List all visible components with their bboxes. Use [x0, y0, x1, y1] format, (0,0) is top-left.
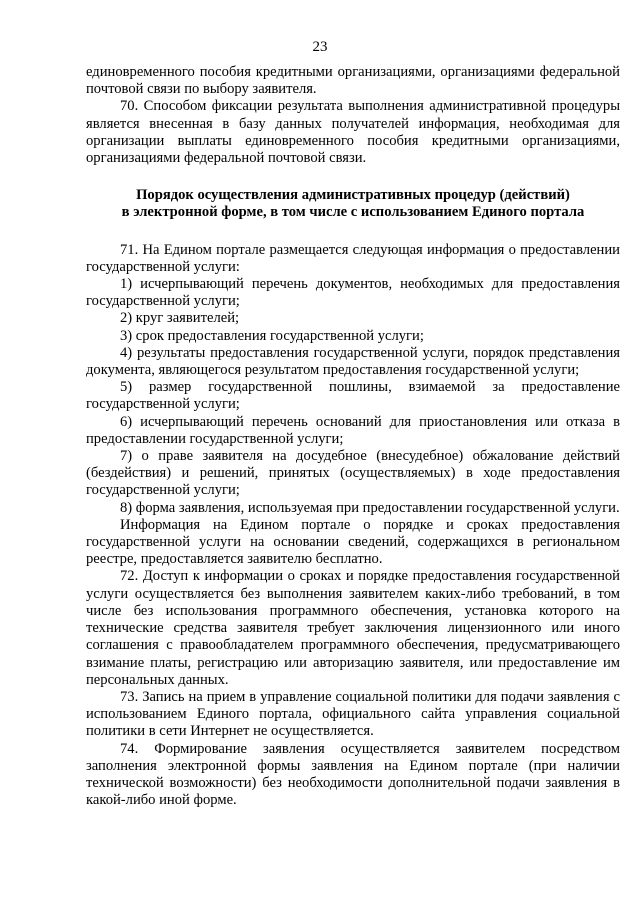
section-heading: [86, 187, 620, 221]
paragraph-71-intro: 71. На Едином портале размещается следующая информация о предоставлении государственной услуги:: [86, 241, 620, 275]
list-item-1: 1) исчерпывающий перечень документов, необходимых для предоставления государственной услуги;: [86, 276, 620, 310]
paragraph-70: 70. Способом фиксации результата выполнения административной процедуры является внесенная в базу данных получателей информация, необходимая для организации выплаты единовременного пособия кредитными организациями, организациями федеральной почтовой связи.: [86, 98, 620, 167]
list-item-3: 3) срок предоставления государственной услуги;: [120, 327, 424, 344]
paragraph-72: 72. Доступ к информации о сроках и порядке предоставления государственной услуги осуществляется без выполнения заявителем каких-либо требований, в том числе без использования программного обеспечения, установка которого на технические средства заявителя требует заключения лицензионного или иного соглашения с правообладателем программного обеспечения, предусматривающего взимание платы, регистрацию или авторизацию заявителя, или предоставление им персональных данных.: [86, 568, 620, 688]
section-heading-line-2: в электронной форме, в том числе с использованием Единого портала: [121, 204, 585, 221]
paragraph-71-closing: Информация на Едином портале о порядке и сроках предоставления государственной услуги на основании сведений, содержащихся в региональном реестре, предоставляется заявителю бесплатно.: [86, 516, 620, 568]
document-body: [86, 64, 620, 809]
list-item-7: 7) о праве заявителя на досудебное (внесудебное) обжалование действий (бездействия) и решений, принятых (осуществляемых) в ходе предоставления государственной услуги;: [86, 448, 620, 499]
list-item-8: 8) форма заявления, используемая при предоставлении государственной услуги.: [120, 499, 620, 516]
list-item-2: 2) круг заявителей;: [120, 310, 240, 327]
paragraph-continuation: единовременного пособия кредитными организациями, организациями федеральной почтовой связи по выбору заявителя.: [86, 64, 620, 98]
page-number: 23: [312, 39, 328, 55]
paragraph-73: 73. Запись на прием в управление социальной политики для подачи заявления с использованием Единого портала, официального сайта управления социальной политики в сети Интернет не осуществляется.: [86, 688, 620, 740]
list-item-6: 6) исчерпывающий перечень оснований для приостановления или отказа в предоставлении государственной услуги;: [86, 413, 620, 447]
list-item-5: 5) размер государственной пошлины, взимаемой за предоставление государственной услуги;: [86, 379, 620, 413]
list-item-4: 4) результаты предоставления государственной услуги, порядок представления документа, являющегося результатом предоставления государственной услуги;: [86, 344, 620, 379]
section-heading-line-1: Порядок осуществления административных процедур (действий): [136, 187, 570, 204]
paragraph-74: 74. Формирование заявления осуществляется заявителем посредством заполнения электронной формы заявления на Едином портале (при наличии технической возможности) без необходимости дополнительной подачи заявления в какой-либо иной форме.: [86, 740, 620, 809]
